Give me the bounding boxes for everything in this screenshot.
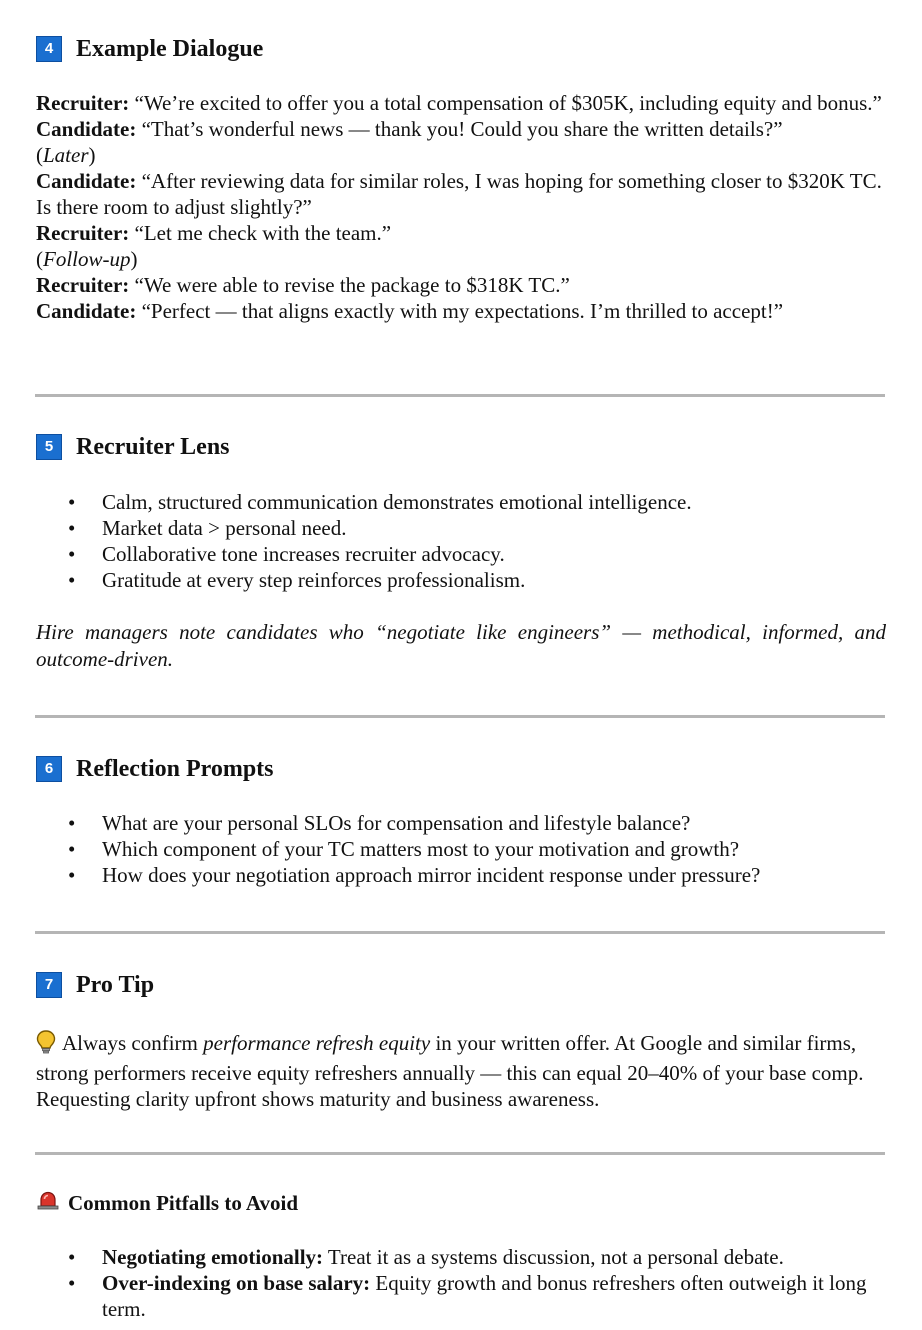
dialogue-line: Candidate: “After reviewing data for similar roles, I was hoping for something closer to $320K TC. Is there room to adjust slightly?” bbox=[36, 169, 882, 219]
list-item: • Which component of your TC matters most to your motivation and growth? bbox=[68, 837, 740, 861]
bullet-icon: • bbox=[68, 1245, 76, 1269]
recruiter-lens-list bbox=[36, 489, 886, 593]
dialogue-line: Candidate: “Perfect — that aligns exactly with my expectations. I’m thrilled to accept!” bbox=[36, 299, 784, 323]
list-item: • Negotiating emotionally: Treat it as a systems discussion, not a personal debate. bbox=[68, 1245, 784, 1269]
bullet-icon: • bbox=[68, 516, 76, 540]
reflection-prompts-list bbox=[36, 810, 886, 888]
section-number-badge: 4 bbox=[36, 36, 62, 62]
section-divider bbox=[35, 394, 885, 397]
pro-tip-text: Always confirm performance refresh equity in your written offer. At Google and similar firms, strong performers receive equity refreshers annually — this can equal 20–40% of your base comp. Requesting clarity upfront shows maturity and business awareness. bbox=[36, 1031, 864, 1111]
pitfalls-list bbox=[36, 1244, 886, 1322]
section-title: Example Dialogue bbox=[76, 36, 264, 62]
section-5-heading bbox=[36, 432, 230, 462]
bullet-icon: • bbox=[68, 542, 76, 566]
dialogue-line: Recruiter: “Let me check with the team.” bbox=[36, 221, 392, 245]
pitfalls-heading bbox=[36, 1189, 298, 1217]
bullet-icon: • bbox=[68, 490, 76, 514]
bullet-icon: • bbox=[68, 837, 76, 861]
recruiter-lens-note: Hire managers note candidates who “negotiate like engineers” — methodical, informed, and outcome-driven. bbox=[36, 620, 886, 671]
dialogue-line: Recruiter: “We’re excited to offer you a total compensation of $305K, including equity and bonus.” bbox=[36, 91, 882, 115]
list-item: • Gratitude at every step reinforces professionalism. bbox=[68, 568, 526, 592]
dialogue-block bbox=[36, 90, 886, 324]
section-divider bbox=[35, 931, 885, 934]
section-6-heading bbox=[36, 754, 274, 784]
bullet-icon: • bbox=[68, 568, 76, 592]
dialogue-note: (Follow-up) bbox=[36, 247, 138, 271]
list-item: • Collaborative tone increases recruiter advocacy. bbox=[68, 542, 505, 566]
section-title: Recruiter Lens bbox=[76, 434, 230, 460]
dialogue-line: Recruiter: “We were able to revise the package to $318K TC.” bbox=[36, 273, 570, 297]
section-title: Pro Tip bbox=[76, 972, 155, 998]
list-item: • What are your personal SLOs for compensation and lifestyle balance? bbox=[68, 811, 691, 835]
bullet-icon: • bbox=[68, 811, 76, 835]
pitfalls-title: Common Pitfalls to Avoid bbox=[68, 1191, 299, 1215]
section-title: Reflection Prompts bbox=[76, 756, 274, 782]
dialogue-note: (Later) bbox=[36, 143, 96, 167]
section-4-heading bbox=[36, 34, 263, 64]
section-number-badge: 7 bbox=[36, 972, 62, 998]
dialogue-line: Candidate: “That’s wonderful news — thank you! Could you share the written details?” bbox=[36, 117, 783, 141]
alarm-light-icon bbox=[36, 1189, 60, 1217]
list-item: • Over-indexing on base salary: Equity growth and bonus refreshers often outweigh it long term. bbox=[68, 1271, 867, 1321]
section-number-badge: 6 bbox=[36, 756, 62, 782]
bullet-icon: • bbox=[68, 863, 76, 887]
bullet-icon: • bbox=[68, 1271, 76, 1295]
list-item: • Calm, structured communication demonstrates emotional intelligence. bbox=[68, 490, 692, 514]
section-number-badge: 5 bbox=[36, 434, 62, 460]
list-item: • How does your negotiation approach mirror incident response under pressure? bbox=[68, 863, 761, 887]
section-divider bbox=[35, 715, 885, 718]
lightbulb-icon bbox=[36, 1030, 56, 1060]
list-item: • Market data > personal need. bbox=[68, 516, 347, 540]
section-divider bbox=[35, 1152, 885, 1155]
section-7-heading bbox=[36, 970, 154, 1000]
